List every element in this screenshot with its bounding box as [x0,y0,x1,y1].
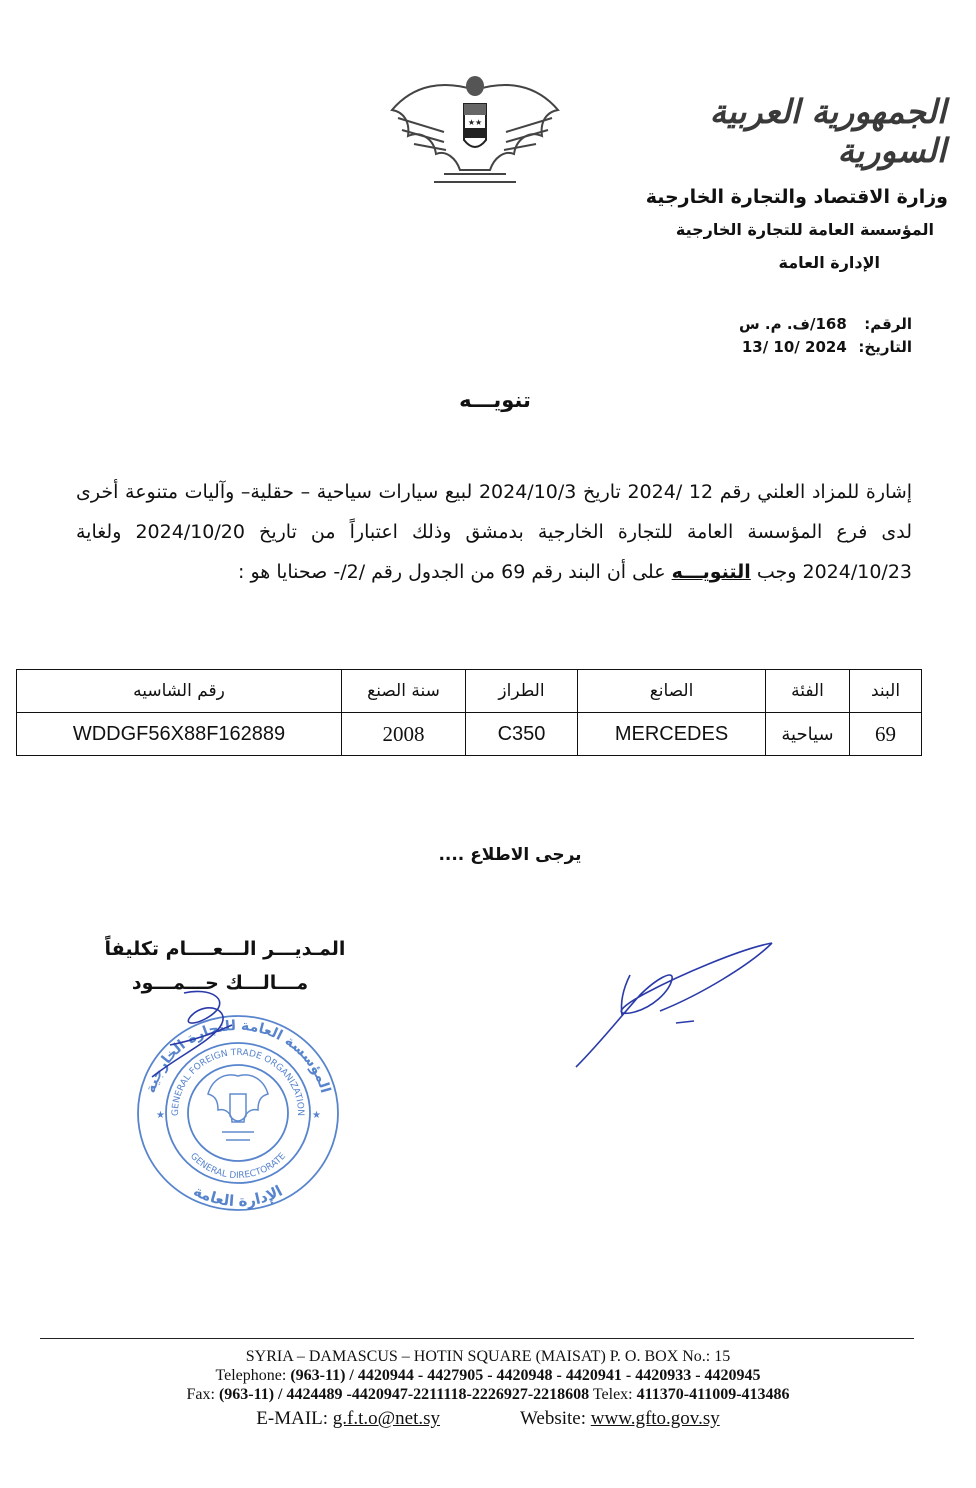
notice-title: تنويـــه [459,388,531,412]
seal-english-text: GENERAL FOREIGN TRADE ORGANIZATION [170,1047,306,1117]
header-item: البند [850,670,922,713]
closing-text: يرجى الاطلاع .... [438,845,582,865]
telephone-label: Telephone: [215,1367,291,1384]
notice-body-part2: على أن البند رقم 69 من الجدول رقم /2/- صحنايا هو : [238,561,672,583]
vehicle-table [16,669,922,756]
svg-text:GENERAL DIRECTORATE [188,1151,288,1181]
cell-model: C350 [466,713,578,756]
date-value: 13/ 10/ 2024 [741,338,847,356]
cell-item: 69 [850,713,922,756]
header-manufacturer: الصانع [578,670,766,713]
reference-number-row [739,315,912,333]
republic-name: الجمهورية العربية السورية [709,92,946,170]
eagle-emblem-icon [384,70,566,188]
fax-label: Fax: [186,1386,219,1403]
cell-year: 2008 [342,713,466,756]
cell-chassis: WDDGF56X88F162889 [17,713,342,756]
signatory-name: مـــالـــك حـــمـــود [131,972,309,994]
notice-body-emphasis: التنويـــه [671,561,751,583]
organization-name: المؤسسة العامة للتجارة الخارجية [675,220,934,239]
seal-outer-top-text: المؤسسة العامة للتجارة الخارجية [142,1017,334,1095]
ministry-name: وزارة الاقتصاد والتجارة الخارجية [645,186,948,208]
seal-english-bottom-text: GENERAL DIRECTORATE [188,1151,288,1182]
date-row [742,338,912,356]
table-row [17,713,922,756]
date-label: التاريخ: [858,338,912,356]
fax-value: (963-11) / 4424489 -4420947-2211118-2226927-2218608 [218,1386,590,1403]
seal-arabic-bottom-text: الإدارة العامة [190,1181,286,1211]
footer-contact [0,1408,976,1430]
table-header-row [17,670,922,713]
cell-category: سياحية [766,713,850,756]
svg-text:★★: ★★ [467,118,483,127]
svg-text:الإدارة العامة [191,1182,286,1210]
cell-manufacturer: MERCEDES [578,713,766,756]
email-label: E-MAIL: [256,1408,333,1429]
signature-scribble-icon [560,935,790,1075]
footer-address: SYRIA – DAMASCUS – HOTIN SQUARE (MAISAT) P. O. BOX No.: 15 [245,1348,731,1365]
director-signature-icon [140,985,250,1085]
header-category: الفئة [766,670,850,713]
svg-text:★: ★ [312,1110,321,1121]
website-link[interactable]: www.gfto.gov.sy [590,1408,720,1429]
email-link[interactable]: g.f.t.o@net.sy [332,1408,440,1429]
notice-body [76,472,912,592]
header-chassis: رقم الشاسيه [17,670,342,713]
footer-divider [40,1338,914,1339]
website-label: Website: [520,1408,591,1429]
svg-text:★: ★ [156,1110,165,1121]
reference-value: 168/ف. م. س [739,315,847,333]
signatory-title: المـديـــر الـــعــــام تكليفاً [104,938,346,960]
header-year: سنة الصنع [342,670,466,713]
header-model: الطراز [466,670,578,713]
reference-label: الرقم: [864,315,912,333]
telex-value: 411370-411009-413486 [636,1386,790,1403]
footer-fax [0,1386,976,1404]
telex-label: Telex: [589,1386,637,1403]
footer-telephone [0,1367,976,1385]
notice-body-part1: إشارة للمزاد العلني رقم 12 /2024 تاريخ 2024/10/3 لبيع سيارات سياحية – حقلية– وآليات متنوعة أخرى لدى فرع المؤسسة العامة للتجارة الخارجية بدمشق وذلك اعتباراً من تاريخ 2024/10/20 ولغاية 2024/10/23 وجب [76,481,913,583]
telephone-value: (963-11) / 4420944 - 4427905 - 4420948 - 4420941 - 4420933 - 4420945 [290,1367,761,1384]
department-name: الإدارة العامة [778,253,880,272]
